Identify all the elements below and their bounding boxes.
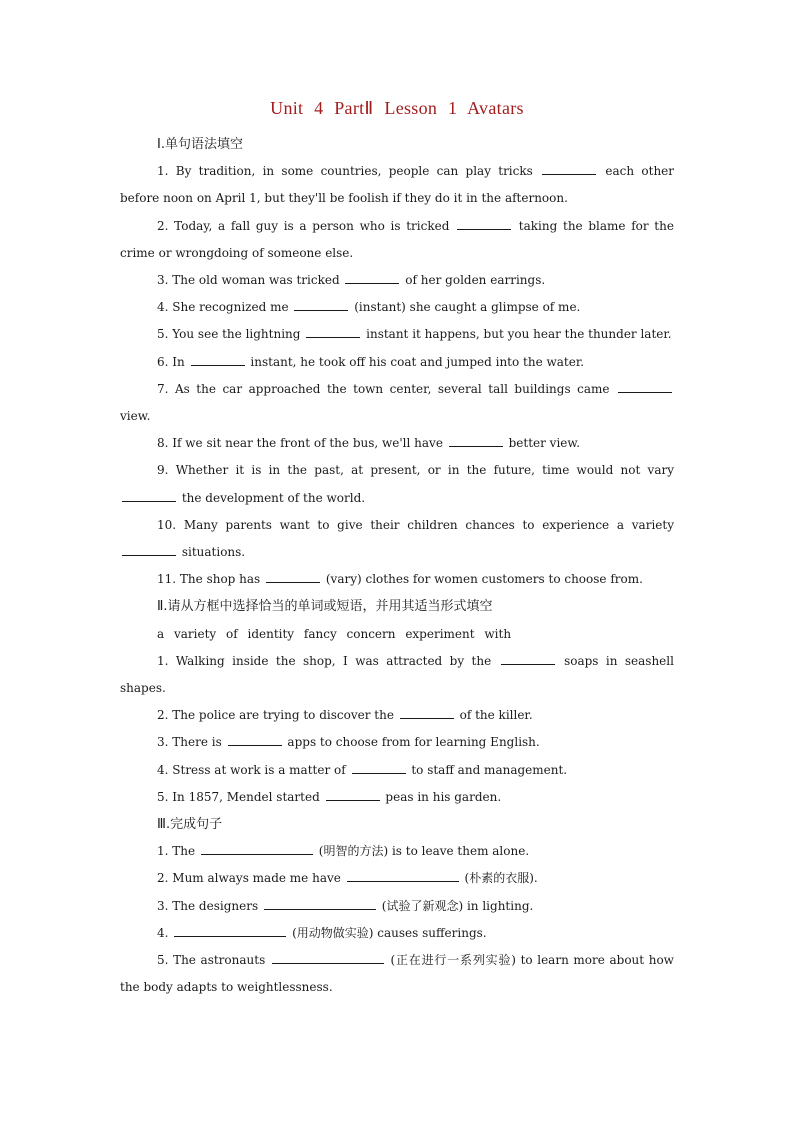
- question-text: situations.: [181, 545, 246, 560]
- question: [120, 838, 674, 865]
- answer-blank[interactable]: [306, 326, 360, 338]
- answer-blank[interactable]: [501, 653, 555, 665]
- question-text: the development of the world.: [181, 490, 366, 505]
- question-text: Today, a fall guy is a person who is tricked: [174, 218, 450, 233]
- question-number: 3.: [157, 735, 169, 750]
- question: [120, 566, 674, 593]
- question-text: The old woman was tricked: [172, 273, 340, 288]
- answer-blank[interactable]: [400, 707, 454, 719]
- question-text: instant, he took off his coat and jumped into the water.: [250, 354, 585, 369]
- question: [120, 784, 674, 811]
- question-number: 4.: [157, 300, 169, 315]
- question: [120, 865, 674, 892]
- question-text: to staff and management.: [411, 762, 568, 777]
- question-text: better view.: [508, 436, 581, 451]
- answer-blank[interactable]: [294, 299, 348, 311]
- question: [120, 349, 674, 376]
- question-text: (用动物做实验) causes sufferings.: [292, 925, 487, 940]
- question-text: The: [172, 844, 196, 859]
- answer-blank[interactable]: [191, 354, 245, 366]
- section-1-heading: Ⅰ.单句语法填空: [157, 137, 243, 152]
- question-text: (明智的方法) is to leave them alone.: [318, 844, 530, 859]
- question-text: instant it happens, but you hear the thunder later.: [366, 327, 672, 342]
- question-text: The police are trying to discover the: [172, 708, 394, 723]
- answer-blank[interactable]: [326, 789, 380, 801]
- question-number: 5.: [157, 789, 169, 804]
- question: [120, 294, 674, 321]
- question-text: (instant) she caught a glimpse of me.: [354, 300, 581, 315]
- question-number: 6.: [157, 354, 169, 369]
- answer-blank[interactable]: [266, 571, 320, 583]
- question-text: In: [172, 354, 185, 369]
- word-bank: a variety of identity fancy concern experiment with: [157, 626, 512, 641]
- question-number: 11.: [157, 572, 177, 587]
- answer-blank[interactable]: [272, 952, 384, 964]
- question-text: (朴素的衣服).: [464, 871, 538, 886]
- question-text: The shop has: [179, 572, 261, 587]
- question-number: 7.: [157, 381, 169, 396]
- question-text: apps to choose from for learning English.: [287, 735, 540, 750]
- question-text: The designers: [172, 898, 259, 913]
- question-text: soaps in seashell shapes.: [120, 653, 674, 696]
- answer-blank[interactable]: [352, 762, 406, 774]
- question-text: If we sit near the front of the bus, we'll have: [172, 436, 443, 451]
- section-2-heading: Ⅱ.请从方框中选择恰当的单词或短语，并用其适当形式填空: [157, 599, 493, 615]
- question-text: view.: [120, 409, 151, 424]
- question-text: Whether it is in the past, at present, or in the future, time would not vary: [175, 463, 674, 478]
- question-number: 5.: [157, 953, 169, 968]
- question-number: 1.: [157, 844, 169, 859]
- answer-blank[interactable]: [122, 544, 176, 556]
- question-text: By tradition, in some countries, people can play tricks: [175, 164, 533, 179]
- question-text: Stress at work is a matter of: [172, 762, 346, 777]
- question-text: You see the lightning: [172, 327, 301, 342]
- answer-blank[interactable]: [201, 843, 313, 855]
- answer-blank[interactable]: [174, 925, 286, 937]
- question-number: 3.: [157, 898, 169, 913]
- question-text: (vary) clothes for women customers to choose from.: [325, 572, 643, 587]
- answer-blank[interactable]: [449, 435, 503, 447]
- question: [120, 376, 674, 430]
- question-number: 4.: [157, 925, 169, 940]
- question-text: The astronauts: [173, 953, 266, 968]
- question: [120, 457, 674, 511]
- answer-blank[interactable]: [228, 734, 282, 746]
- question-number: 4.: [157, 762, 169, 777]
- question: [120, 920, 674, 947]
- question: [120, 321, 674, 348]
- question: [120, 512, 674, 566]
- question-number: 2.: [157, 218, 169, 233]
- question-number: 2.: [157, 871, 169, 886]
- answer-blank[interactable]: [122, 490, 176, 502]
- question-text: taking the blame for the crime or wrongdoing of someone else.: [120, 218, 674, 260]
- question-text: (试验了新观念) in lighting.: [381, 898, 534, 913]
- question: [120, 947, 674, 1001]
- question: [120, 757, 674, 784]
- answer-blank[interactable]: [542, 163, 596, 175]
- question-text: Walking inside the shop, I was attracted by the: [175, 653, 492, 668]
- answer-blank[interactable]: [345, 272, 399, 284]
- question-text: In 1857, Mendel started: [172, 789, 320, 804]
- question-number: 5.: [157, 327, 169, 342]
- question-text: of her golden earrings.: [405, 273, 546, 288]
- question: [120, 430, 674, 457]
- question-text: of the killer.: [459, 708, 533, 723]
- question-number: 1.: [157, 164, 169, 179]
- question: [120, 213, 674, 267]
- answer-blank[interactable]: [457, 218, 511, 230]
- question-number: 8.: [157, 436, 169, 451]
- question-text: peas in his garden.: [385, 789, 502, 804]
- section-3-heading: Ⅲ.完成句子: [157, 817, 223, 833]
- question: [120, 702, 674, 729]
- question-text: As the car approached the town center, several tall buildings came: [174, 381, 610, 396]
- worksheet-content: [120, 131, 674, 1002]
- question-text: Mum always made me have: [172, 871, 341, 886]
- question-number: 3.: [157, 273, 169, 288]
- question: [120, 648, 674, 702]
- answer-blank[interactable]: [618, 381, 672, 393]
- question: [120, 893, 674, 920]
- page-title: Unit 4 PartⅡ Lesson 1 Avatars: [270, 98, 524, 118]
- question: [120, 267, 674, 294]
- question-text: (正在进行一系列实验) to learn more about how the body adapts to weightlessness.: [120, 953, 674, 995]
- question: [120, 729, 674, 756]
- answer-blank[interactable]: [264, 898, 376, 910]
- question-text: There is: [172, 735, 222, 750]
- question-number: 10.: [157, 517, 177, 532]
- question: [120, 158, 674, 212]
- question-text: She recognized me: [172, 300, 289, 315]
- answer-blank[interactable]: [347, 870, 459, 882]
- question-number: 2.: [157, 708, 169, 723]
- question-number: 1.: [157, 653, 169, 668]
- question-number: 9.: [157, 463, 169, 478]
- question-text: each other before noon on April 1, but they'll be foolish if they do it in the afternoon.: [120, 164, 675, 206]
- question-text: Many parents want to give their children chances to experience a variety: [183, 517, 674, 532]
